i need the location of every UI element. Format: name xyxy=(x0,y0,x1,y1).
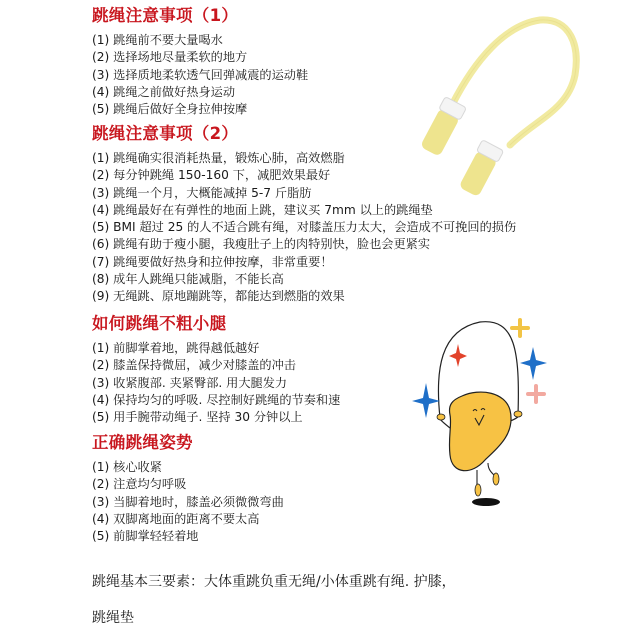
list-item: (2) 膝盖保持微屈，减少对膝盖的冲击 xyxy=(92,358,296,373)
section-title: 跳绳注意事项（1） xyxy=(92,6,239,25)
jump-rope-illustration xyxy=(380,0,580,200)
list-item: (9) 无绳跳、原地蹦跳等，都能达到燃脂的效果 xyxy=(92,289,345,304)
jumping-character-illustration xyxy=(400,310,570,510)
list-item: (8) 成年人跳绳只能减脂，不能长高 xyxy=(92,272,284,287)
list-item: (3) 跳绳一个月，大概能减掉 5-7 斤脂肪 xyxy=(92,185,312,200)
list-item: (4) 保持均匀的呼吸. 尽控制好跳绳的节奏和速 xyxy=(92,392,341,407)
list-item: (2) 注意均匀呼吸 xyxy=(92,477,187,492)
list-item: (1) 前脚掌着地，跳得越低越好 xyxy=(92,341,260,355)
jump-rope-icon xyxy=(419,20,576,198)
footer-line-1: 跳绳基本三要素：大体重跳负重无绳/小体重跳有绳. 护膝， xyxy=(92,574,456,590)
list-item: (7) 跳绳要做好热身和拉伸按摩，非常重要！ xyxy=(92,254,333,269)
list-item: (3) 当脚着地时，膝盖必须微微弯曲 xyxy=(92,494,284,509)
section-calves xyxy=(92,313,340,426)
list-item: (4) 双脚离地面的距离不要太高 xyxy=(92,511,260,526)
list-item: (1) 核心收紧 xyxy=(92,460,162,474)
section-posture xyxy=(92,432,284,545)
plus-yellow-icon xyxy=(512,320,528,336)
list-item: (3) 收紧腹部. 夹紧臀部. 用大腿发力 xyxy=(92,375,288,390)
shadow-icon xyxy=(472,498,500,506)
list-item: (5) 前脚掌轻轻着地 xyxy=(92,529,199,544)
list-item: (5) BMI 超过 25 的人不适合跳有绳，对膝盖压力太大，会造成不可挽回的损伤 xyxy=(92,220,517,235)
list-item: (1) 跳绳前不要大量喝水 xyxy=(92,33,223,47)
list-item: (1) 跳绳确实很消耗热量，锻炼心肺，高效燃脂 xyxy=(92,151,345,165)
bean-body-icon xyxy=(449,392,511,471)
list-item: (2) 选择场地尽量柔软的地方 xyxy=(92,50,248,65)
list-item: (2) 每分钟跳绳 150-160 下，减肥效果最好 xyxy=(92,168,331,183)
section-title: 正确跳绳姿势 xyxy=(92,433,193,452)
section-title: 如何跳绳不粗小腿 xyxy=(92,314,227,333)
star-red-icon xyxy=(449,344,467,367)
list-item: (4) 跳绳最好在有弹性的地面上跳，建议买 7mm 以上的跳绳垫 xyxy=(92,202,433,217)
list-item: (3) 选择质地柔软透气回弹减震的运动鞋 xyxy=(92,67,309,82)
section-precautions-1 xyxy=(92,5,308,118)
section-title: 跳绳注意事项（2） xyxy=(92,124,239,143)
footer-line-2: 跳绳垫 xyxy=(92,610,134,626)
list-item: (6) 跳绳有助于瘦小腿，我瘦肚子上的肉特别快，脸也会更紧实 xyxy=(92,237,431,252)
star-blue-icon xyxy=(412,383,440,418)
plus-pink-icon xyxy=(528,386,544,402)
star-blue-large-icon xyxy=(520,347,547,380)
list-item: (4) 跳绳之前做好热身运动 xyxy=(92,84,236,99)
list-item: (5) 跳绳后做好全身拉伸按摩 xyxy=(92,102,248,117)
list-item: (5) 用手腕带动绳子. 坚持 30 分钟以上 xyxy=(92,410,303,425)
